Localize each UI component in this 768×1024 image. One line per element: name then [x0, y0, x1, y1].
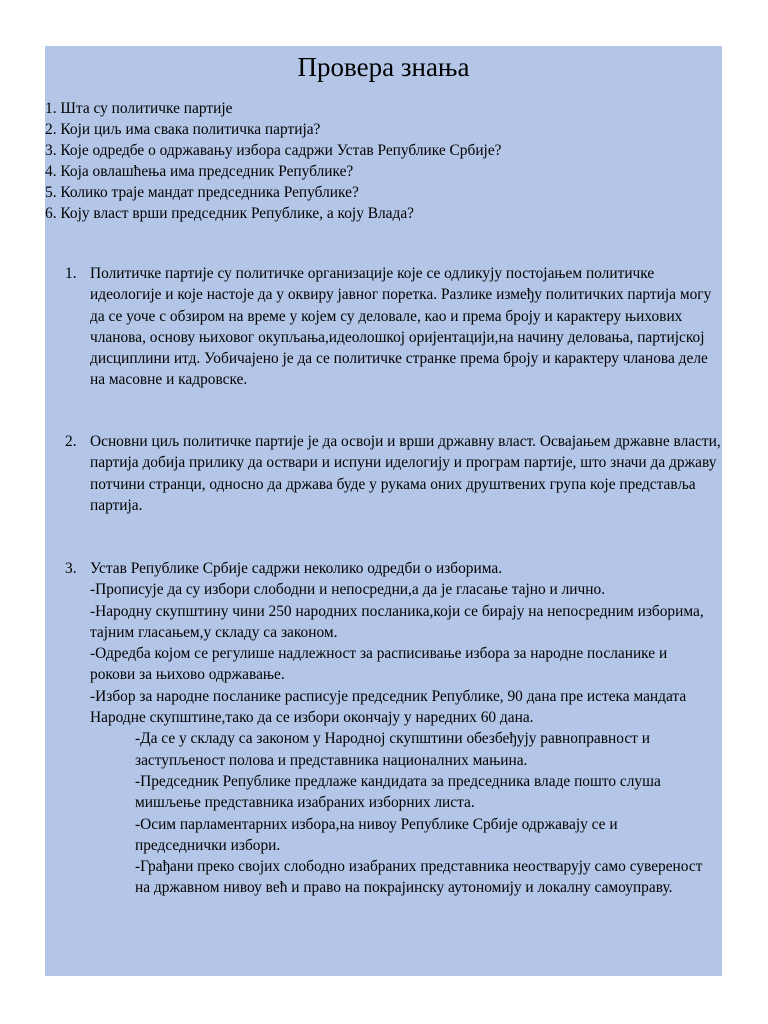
answer-subpoint: -Грађани преко својих слободно изабраних представника неостварују само сувереност на државном нивоу већ и право на покрајинску аутономију и локалну самоуправу.	[135, 858, 703, 897]
answer-text: Политичке партије су политичке организације које се одликују постојањем политичке идеологије и које настоје да у оквиру јавног поретка. Разлике између политичких партија могу да се уоче с обзиром на време у којем су деловале, као и према броју и карактеру њихових чланова, основу њиховог окупљања,идеолошкој оријентацији,на начину деловања, партијској дисциплини итд. Уобичајено је да се политичке странке према броју и карактеру чланова деле на масовне и кадровске.	[90, 265, 712, 389]
answer-point: -Народну скупштину чини 250 народних посланика,који се бирају на непосредним изборима, тајним гласањем,у складу са законом.	[90, 602, 704, 641]
answer-subpoint: -Председник Републике предлаже кандидата за председника владе пошто слуша мишљење представника изабраних изборних листа.	[135, 772, 661, 812]
question-item: 6. Коју власт врши председник Републике, а коју Влада?	[45, 205, 415, 222]
question-item: 4. Која овлашћења има председник Републике?	[45, 163, 354, 180]
page-title: Провера знања	[297, 52, 470, 82]
question-item: 2. Који циљ има свака политичка партија?	[45, 121, 321, 138]
answer-2	[65, 431, 725, 516]
question-list	[45, 98, 502, 224]
question-item: 3. Које одредбе о одржавању избора садржи Устав Републике Србије?	[45, 142, 502, 159]
answer-number: 3.	[65, 560, 77, 577]
question-item: 1. Шта су политичке партије	[45, 100, 233, 117]
answer-text: Основни циљ политичке партије је да освоји и врши државну власт. Освајањем државне власти, партија добија прилику да оствари и испуни иделогију и програм партије, што значи да државу потчини странци, односно да држава буде у рукама оних друштвених група које представља партија.	[90, 433, 721, 514]
answer-number: 2.	[65, 433, 77, 450]
answer-point: -Избор за народне посланике расписује председник Републике, 90 дана пре истека мандата Народне скупштине,тако да се избори окончају у наредних 60 дана.	[90, 687, 687, 727]
document-page	[45, 46, 722, 976]
answer-subpoint: -Да се у складу са законом у Народној скупштини обезбеђују равноправност и заступљеност полова и представника националних мањина.	[135, 730, 650, 769]
answer-number: 1.	[65, 265, 77, 282]
answer-point: -Прописује да су избори слободни и непосредни,а да је гласање тајно и лично.	[90, 581, 606, 599]
answer-subpoint: -Осим парламентарних избора,на нивоу Републике Србије одржавају се и председнички избори.	[135, 815, 618, 854]
answer-intro: Устав Републике Србије садржи неколико одредби о изборима.	[90, 560, 503, 577]
question-item: 5. Колико траје мандат председника Републике?	[45, 184, 359, 201]
answer-3	[65, 558, 705, 899]
answer-1	[65, 263, 725, 391]
answer-point: -Одредба којом се регулише надлежност за расписивање избора за народне посланике и рокови за њихово одржавање.	[90, 645, 668, 684]
